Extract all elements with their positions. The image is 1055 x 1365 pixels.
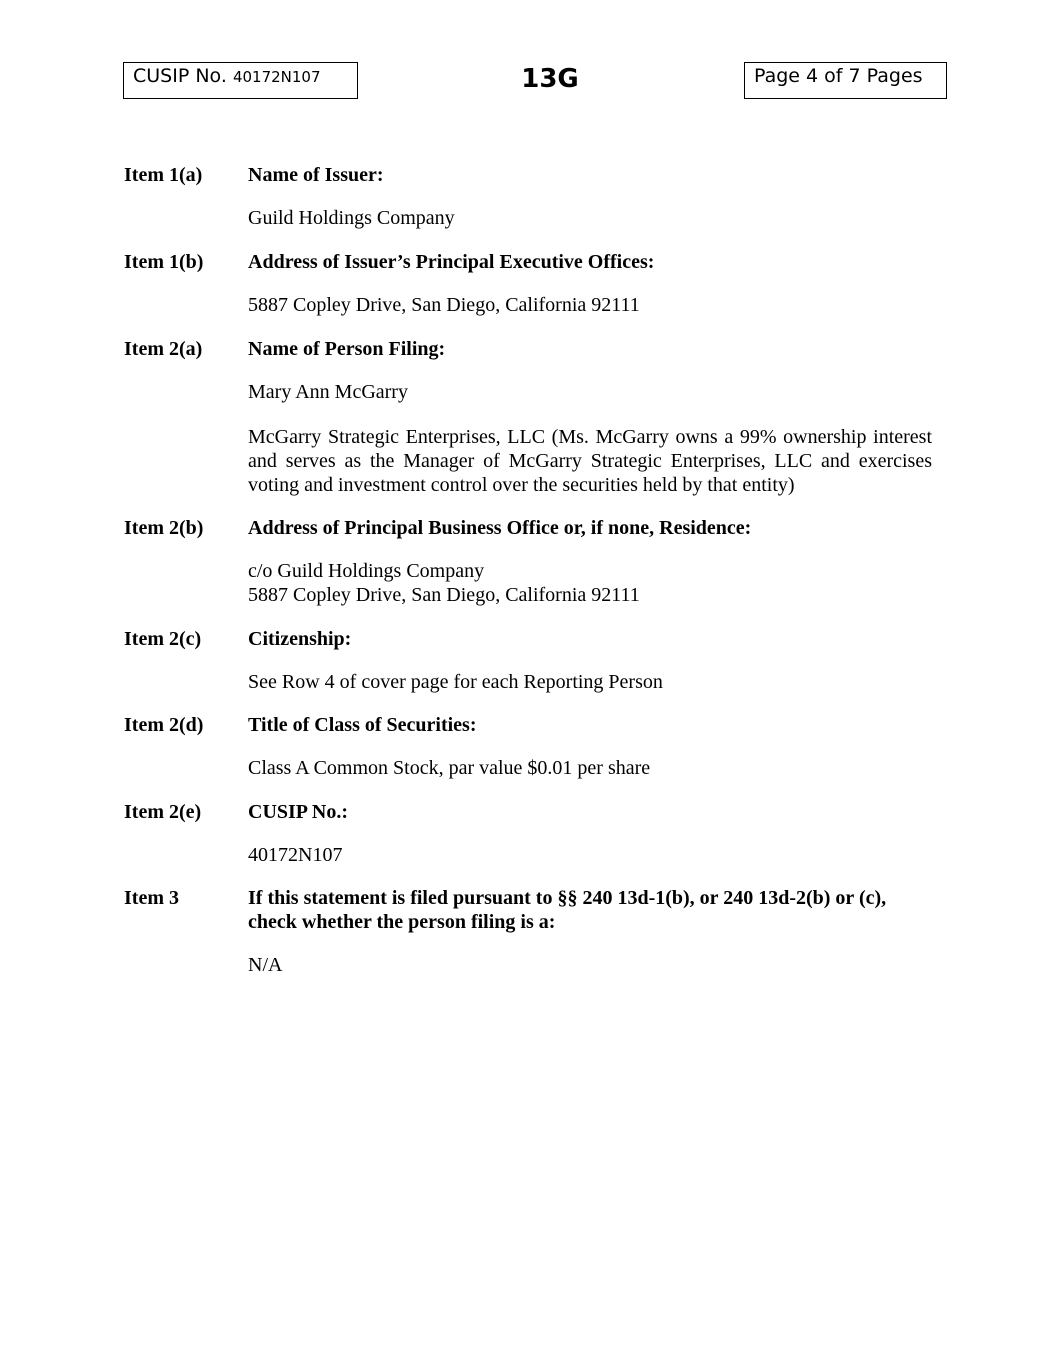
filer-entity-description: McGarry Strategic Enterprises, LLC (Ms. McGarry owns a 99% ownership interest and serves as the Manager of McGarry Strategic Enterprises, LLC and exercises voting and investment control over the securities held by that entity) (248, 426, 932, 496)
item-label: Item 2(b) (124, 517, 204, 539)
item-heading: Address of Principal Business Office or, if none, Residence: (248, 517, 752, 539)
item-label: Item 3 (124, 887, 179, 909)
item-heading: Name of Issuer: (248, 164, 384, 186)
item-heading: Address of Issuer’s Principal Executive Offices: (248, 251, 655, 273)
item-heading: Title of Class of Securities: (248, 714, 477, 736)
securities-class: Class A Common Stock, par value $0.01 per share (248, 757, 651, 779)
item-label: Item 1(b) (124, 251, 204, 273)
item-label: Item 2(a) (124, 338, 203, 360)
issuer-name: Guild Holdings Company (248, 207, 455, 229)
cusip-header-box (123, 62, 358, 99)
form-type-title: 13G (521, 64, 579, 94)
page-label: Page 4 of 7 Pages (754, 65, 923, 87)
item-heading: If this statement is filed pursuant to §§ 240 13d-1(b), or 240 13d-2(b) or (c), check whether the person filing is a: (248, 887, 887, 933)
item-label: Item 2(d) (124, 714, 204, 736)
office-address-line-1: c/o Guild Holdings Company (248, 560, 485, 582)
issuer-address: 5887 Copley Drive, San Diego, California 92111 (248, 294, 640, 316)
cusip-number: 40172N107 (232, 68, 321, 86)
cusip-value: 40172N107 (248, 844, 343, 866)
item-label: Item 2(e) (124, 801, 202, 823)
filer-name: Mary Ann McGarry (248, 381, 408, 403)
page-number-box (744, 62, 947, 99)
item-heading: Name of Person Filing: (248, 338, 446, 360)
item-label: Item 2(c) (124, 628, 202, 650)
office-address-line-2: 5887 Copley Drive, San Diego, California 92111 (248, 584, 640, 606)
item-heading: Citizenship: (248, 628, 352, 650)
citizenship-value: See Row 4 of cover page for each Reporting Person (248, 671, 663, 693)
filer-type-value: N/A (248, 954, 283, 976)
item-heading: CUSIP No.: (248, 801, 349, 823)
item-label: Item 1(a) (124, 164, 203, 186)
cusip-label: CUSIP No. (133, 65, 227, 87)
